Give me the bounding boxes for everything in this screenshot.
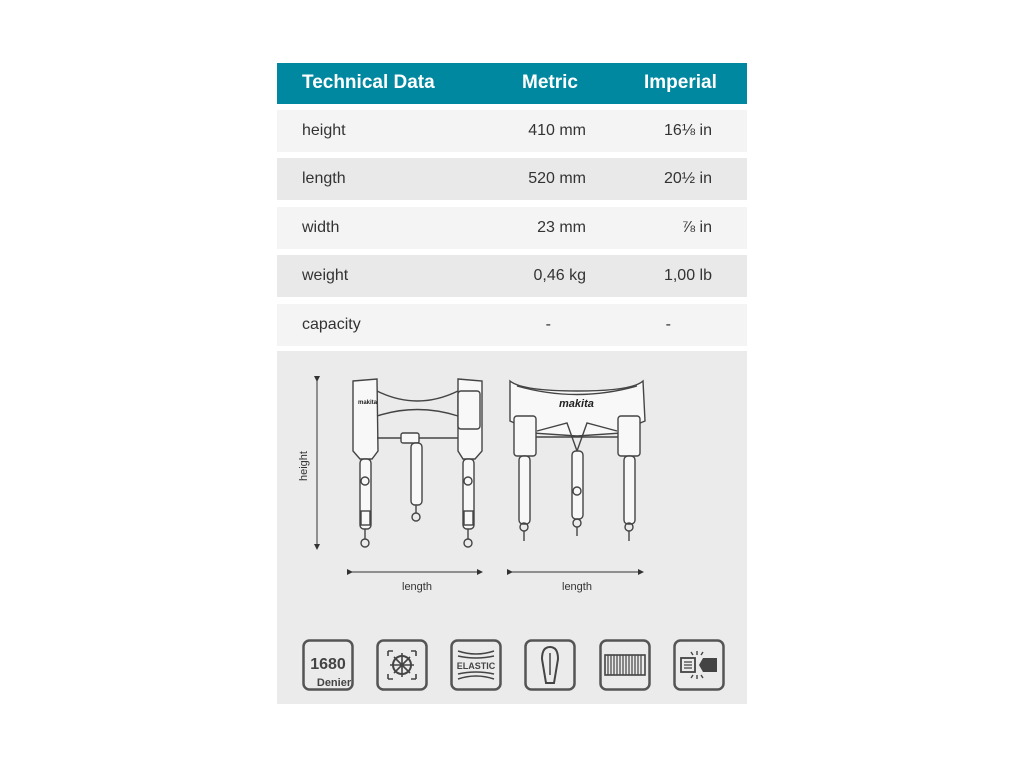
- svg-text:Denier: Denier: [316, 677, 352, 689]
- table-row: [277, 158, 747, 200]
- elastic-icon: [450, 639, 502, 691]
- row-imperial: ⅞ in: [681, 219, 712, 236]
- header-technical-data: Technical Data: [302, 72, 435, 93]
- harness-drawing: [277, 351, 747, 621]
- brand-front: makita: [358, 400, 378, 406]
- length-dimension-back: [512, 572, 643, 593]
- table-row: [277, 255, 747, 297]
- svg-text:1680: 1680: [310, 656, 346, 673]
- row-metric: 0,46 kg: [533, 267, 586, 284]
- length-label-front: length: [402, 581, 432, 593]
- length-label-back: length: [562, 581, 592, 593]
- svg-text:ELASTIC: ELASTIC: [456, 661, 496, 671]
- row-metric: 23 mm: [537, 219, 586, 236]
- quick-release-buckle-icon: [673, 639, 725, 691]
- row-imperial: -: [665, 316, 671, 333]
- row-imperial: 1,00 lb: [663, 267, 712, 284]
- row-metric: -: [545, 316, 551, 333]
- height-dimension: [298, 381, 317, 549]
- row-imperial: 16⅛ in: [663, 122, 712, 139]
- header-metric: Metric: [522, 72, 578, 93]
- technical-data-card: [277, 63, 747, 689]
- row-label: height: [302, 122, 346, 139]
- row-label: length: [302, 170, 346, 187]
- table-header: [277, 63, 747, 104]
- row-metric: 520 mm: [528, 170, 586, 187]
- length-dimension-front: [352, 572, 482, 593]
- row-label: width: [302, 219, 340, 236]
- table-row: [277, 110, 747, 152]
- header-imperial: Imperial: [644, 72, 717, 93]
- row-label: capacity: [302, 316, 361, 333]
- product-diagram: [277, 351, 747, 704]
- breathable-icon: [376, 639, 428, 691]
- table-row: [277, 207, 747, 249]
- carabiner-icon: [524, 639, 576, 691]
- height-label: height: [298, 451, 310, 481]
- brand-back: makita: [559, 398, 594, 410]
- row-imperial: 20½ in: [663, 170, 712, 187]
- row-label: weight: [302, 267, 349, 284]
- table-row: [277, 304, 747, 346]
- 1680-denier-icon: [302, 639, 354, 691]
- padding-icon: [599, 639, 651, 691]
- row-metric: 410 mm: [528, 122, 586, 139]
